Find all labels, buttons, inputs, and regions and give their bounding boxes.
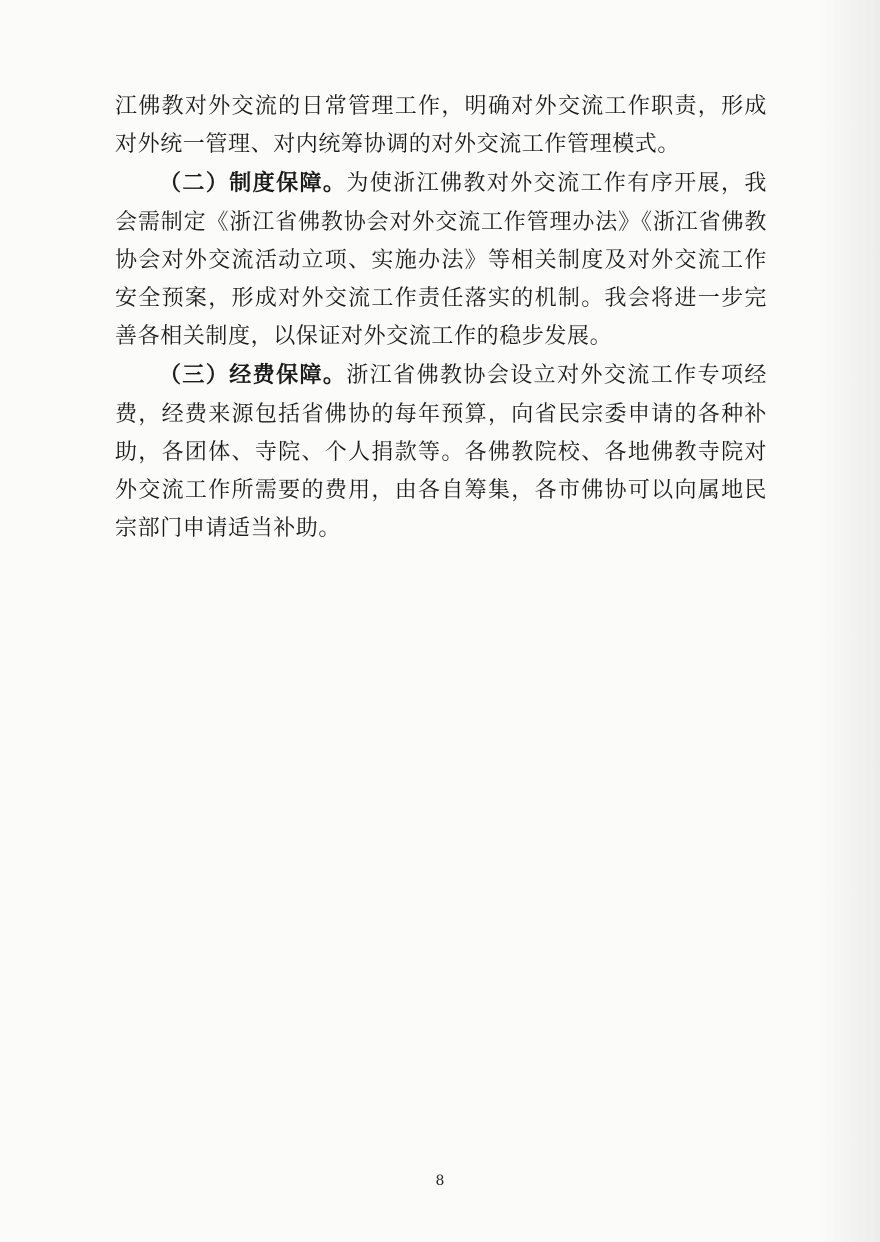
paragraph-system-guarantee	[115, 164, 767, 356]
paragraph-text: 为使浙江佛教对外交流工作有序开展，我会需制定《浙江省佛教协会对外交流工作管理办法》《浙江省佛教协会对外交流活动立项、实施办法》等相关制度及对外交流工作安全预案，形成对外交流工作责任落实的机制。我会将进一步完善各相关制度，以保证对外交流工作的稳步发展。	[115, 171, 767, 350]
paragraph-funding-guarantee	[115, 356, 767, 548]
paragraph-text: 浙江省佛教协会设立对外交流工作专项经费，经费来源包括省佛协的每年预算，向省民宗委申请的各种补助，各团体、寺院、个人捐款等。各佛教院校、各地佛教寺院对外交流工作所需要的费用，由各自筹集，各市佛协可以向属地民宗部门申请适当补助。	[115, 363, 767, 542]
page-number: 8	[435, 1173, 445, 1189]
paragraph-text: 江佛教对外交流的日常管理工作，明确对外交流工作职责，形成对外统一管理、对内统筹协调的对外交流工作管理模式。	[115, 94, 767, 158]
scan-edge-shadow	[818, 0, 880, 1242]
section-heading-system: （二）制度保障。	[159, 170, 347, 197]
section-heading-funding: （三）经费保障。	[159, 362, 347, 389]
paragraph-continuation	[115, 88, 767, 164]
document-body	[115, 88, 767, 548]
